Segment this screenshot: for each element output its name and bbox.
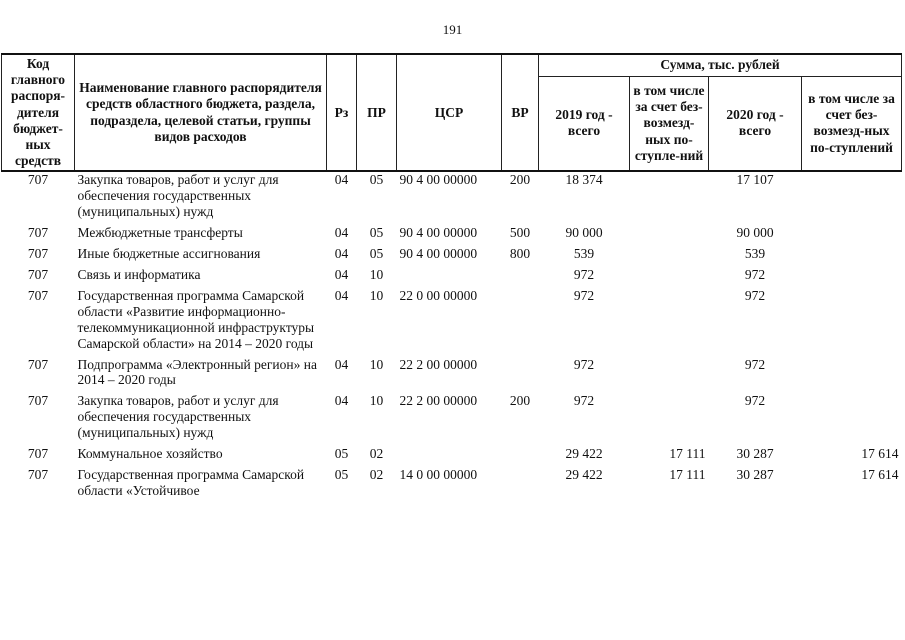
- cell-vr: [502, 288, 539, 357]
- cell-2019-free: [630, 246, 709, 267]
- cell-2019-total: 29 422: [565, 467, 603, 483]
- cell-csr: 90 4 00 00000: [399, 246, 478, 261]
- cell-2020-free: 17 614: [861, 446, 899, 462]
- header-2020-free: в том числе за счет без-возмезд-ных по-ступлений: [802, 76, 902, 171]
- cell-2019-free: [630, 357, 709, 394]
- table-row: [2, 288, 902, 357]
- cell-2020-free: [802, 246, 902, 267]
- cell-name: Межбюджетные трансферты: [77, 225, 243, 241]
- cell-2019-total: 972: [573, 266, 595, 282]
- cell-vr: 200: [509, 172, 531, 188]
- cell-code: 707: [27, 393, 49, 409]
- table-body: [2, 171, 902, 504]
- cell-code: 707: [27, 246, 49, 261]
- cell-csr: 22 2 00 00000: [399, 393, 478, 409]
- cell-pr: 05: [369, 225, 384, 241]
- cell-code: 707: [27, 446, 49, 462]
- cell-name: Подпрограмма «Электронный регион» на 2014 – 2020 годы: [77, 356, 317, 388]
- table-row: [2, 246, 902, 267]
- cell-name: Закупка товаров, работ и услуг для обеспечения государственных (муниципальных) нужд: [77, 172, 279, 220]
- cell-name: Иные бюджетные ассигнования: [77, 246, 261, 261]
- header-2019-free: в том числе за счет без-возмезд-ных по-ступле-ний: [630, 76, 709, 171]
- cell-csr: 22 0 00 00000: [399, 287, 478, 303]
- cell-pr: 10: [369, 356, 384, 372]
- header-2019-total: 2019 год - всего: [539, 76, 630, 171]
- cell-2019-free: [630, 267, 709, 288]
- header-name: Наименование главного распорядителя средств областного бюджета, раздела, подраздела, целевой статьи, группы видов расходов: [75, 54, 327, 171]
- cell-2019-total: 90 000: [565, 225, 603, 241]
- cell-csr: 14 0 00 00000: [399, 467, 478, 483]
- cell-2020-total: 972: [744, 287, 766, 303]
- table-row: [2, 393, 902, 446]
- cell-2020-free: [802, 288, 902, 357]
- cell-pr: 10: [369, 266, 384, 282]
- cell-csr: 22 2 00 00000: [399, 356, 478, 372]
- cell-2020-total: 30 287: [736, 467, 774, 483]
- cell-csr: 90 4 00 00000: [399, 172, 478, 188]
- cell-2020-total: 17 107: [736, 172, 774, 188]
- cell-rz: 04: [334, 266, 349, 282]
- cell-pr: 02: [369, 446, 384, 462]
- cell-2020-total: 972: [744, 266, 766, 282]
- cell-2019-free: [630, 171, 709, 225]
- cell-2019-free: 17 111: [669, 446, 706, 462]
- cell-vr: [502, 467, 539, 504]
- cell-csr: [397, 446, 502, 467]
- table-row: [2, 225, 902, 246]
- cell-code: 707: [27, 467, 49, 483]
- cell-rz: 05: [334, 446, 349, 462]
- cell-csr: 90 4 00 00000: [399, 225, 478, 241]
- cell-pr: 10: [369, 393, 384, 409]
- cell-code: 707: [27, 266, 49, 282]
- cell-code: 707: [27, 225, 49, 241]
- cell-vr: [502, 357, 539, 394]
- cell-rz: 05: [334, 467, 349, 483]
- table-header: [2, 54, 902, 171]
- cell-code: 707: [27, 356, 49, 372]
- cell-vr: 200: [509, 393, 531, 409]
- header-csr: ЦСР: [397, 54, 502, 171]
- cell-pr: 02: [369, 467, 384, 483]
- cell-vr: 800: [509, 246, 531, 261]
- cell-2020-total: 972: [744, 356, 766, 372]
- cell-2020-free: [802, 357, 902, 394]
- cell-vr: [502, 446, 539, 467]
- header-vr: ВР: [502, 54, 539, 171]
- cell-2020-free: [802, 393, 902, 446]
- cell-vr: 500: [509, 225, 531, 241]
- cell-2019-total: 539: [573, 246, 595, 261]
- cell-rz: 04: [334, 172, 349, 188]
- cell-rz: 04: [334, 393, 349, 409]
- cell-rz: 04: [334, 356, 349, 372]
- cell-name: Связь и информатика: [77, 266, 201, 282]
- cell-code: 707: [27, 287, 49, 303]
- cell-rz: 04: [334, 225, 349, 241]
- header-code: Код главного распоря-дителя бюджет-ных средств: [2, 54, 75, 171]
- table-row: [2, 446, 902, 467]
- cell-pr: 05: [369, 246, 384, 261]
- header-sum-title: Сумма, тыс. рублей: [539, 54, 902, 76]
- table-row: [2, 171, 902, 225]
- cell-2020-total: 30 287: [736, 446, 774, 462]
- cell-csr: [397, 267, 502, 288]
- cell-2019-free: [630, 288, 709, 357]
- cell-2020-total: 90 000: [736, 225, 774, 241]
- table-row: [2, 357, 902, 394]
- cell-2020-free: [802, 171, 902, 225]
- cell-rz: 04: [334, 287, 349, 303]
- cell-rz: 04: [334, 246, 349, 261]
- cell-2019-total: 29 422: [565, 446, 603, 462]
- cell-name: Государственная программа Самарской области «Устойчивое: [77, 467, 305, 498]
- cell-pr: 05: [369, 172, 384, 188]
- cell-2020-free: 17 614: [861, 467, 899, 483]
- cell-vr: [502, 267, 539, 288]
- header-pr: ПР: [357, 54, 397, 171]
- cell-2019-total: 972: [573, 356, 595, 372]
- cell-2020-free: [802, 267, 902, 288]
- cell-name: Коммунальное хозяйство: [77, 446, 223, 462]
- page-number: 191: [442, 22, 463, 37]
- cell-name: Государственная программа Самарской области «Развитие информационно-телекоммуникационной инфраструктуры Самарской области» на 2014 – 2020 годы: [77, 287, 315, 351]
- table-row: [2, 267, 902, 288]
- cell-code: 707: [27, 172, 49, 188]
- cell-2020-total: 972: [744, 393, 766, 409]
- cell-2019-free: [630, 393, 709, 446]
- cell-2020-total: 539: [744, 246, 766, 261]
- header-rz: Рз: [327, 54, 357, 171]
- header-2020-total: 2020 год - всего: [709, 76, 802, 171]
- cell-2019-free: 17 111: [669, 467, 706, 483]
- cell-2020-free: [802, 225, 902, 246]
- cell-2019-free: [630, 225, 709, 246]
- cell-name: Закупка товаров, работ и услуг для обеспечения государственных (муниципальных) нужд: [77, 393, 279, 441]
- table-row: [2, 467, 902, 504]
- budget-table: [1, 53, 902, 504]
- cell-2019-total: 972: [573, 393, 595, 409]
- cell-2019-total: 18 374: [565, 172, 603, 188]
- cell-2019-total: 972: [573, 287, 595, 303]
- cell-pr: 10: [369, 287, 384, 303]
